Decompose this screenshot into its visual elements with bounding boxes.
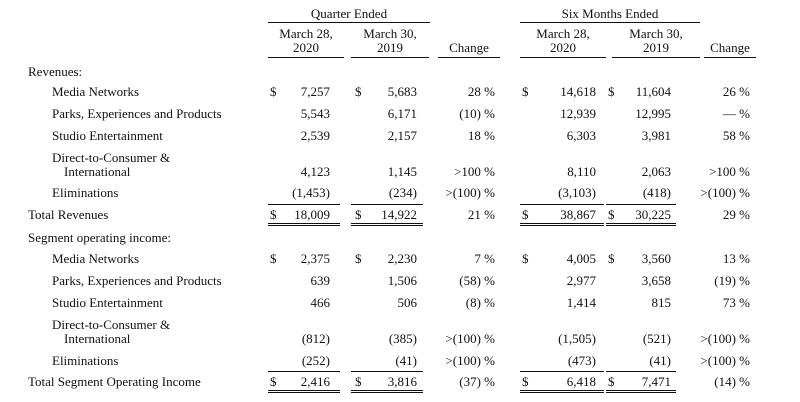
column-header-rule — [612, 57, 700, 58]
cell-s2: 7,471 — [641, 374, 671, 389]
cell-s2: 3,560 — [641, 251, 671, 266]
cell-s2: (521) — [642, 331, 671, 346]
subtotal-rule — [606, 204, 676, 205]
cell-s1: 6,418 — [566, 374, 596, 389]
currency-symbol: $ — [270, 207, 277, 222]
currency-symbol: $ — [355, 251, 362, 266]
subtotal-rule — [351, 371, 423, 372]
currency-symbol: $ — [522, 251, 529, 266]
cell-q2: 6,171 — [387, 106, 417, 121]
row-label: International — [64, 164, 131, 179]
cell-q2: 5,683 — [387, 84, 417, 99]
row-label: Direct-to-Consumer & — [52, 317, 171, 332]
cell-q2: 2,230 — [387, 251, 417, 266]
row-label: Direct-to-Consumer & — [52, 150, 171, 165]
column-header-rule — [520, 57, 606, 58]
total-double-rule — [606, 390, 676, 393]
cell-s1: 12,939 — [560, 106, 596, 121]
column-header-date: March 30, — [363, 26, 417, 41]
total-double-rule — [351, 390, 423, 393]
column-header-rule — [268, 57, 344, 58]
column-header-change: Change — [449, 40, 489, 55]
cell-qc: 28 % — [467, 84, 495, 99]
total-double-rule — [520, 223, 604, 226]
subtotal-rule — [606, 371, 676, 372]
cell-q2: (41) — [395, 353, 417, 368]
cell-sc: 58 % — [722, 128, 750, 143]
row-label: Eliminations — [52, 353, 119, 368]
cell-q1: 2,416 — [300, 374, 330, 389]
cell-qc: (10) % — [459, 106, 495, 121]
cell-sc: (14) % — [714, 374, 750, 389]
cell-q1: 5,543 — [300, 106, 330, 121]
cell-qc: >(100) % — [445, 353, 495, 368]
column-header-rule — [351, 57, 429, 58]
cell-qc: 21 % — [467, 207, 495, 222]
six-months-group-header: Six Months Ended — [561, 6, 659, 21]
cell-s1: 38,867 — [560, 207, 596, 222]
quarter-group-rule — [268, 22, 430, 23]
cell-s1: 6,303 — [566, 128, 596, 143]
cell-q2: (234) — [388, 185, 417, 200]
cell-sc: >100 % — [709, 164, 750, 179]
cell-q1: 7,257 — [300, 84, 330, 99]
cell-q1: 2,539 — [300, 128, 330, 143]
column-header-date: March 28, — [536, 26, 590, 41]
cell-q2: 14,922 — [381, 207, 417, 222]
cell-s2: 2,063 — [641, 164, 671, 179]
total-double-rule — [268, 223, 340, 226]
cell-s1: 2,977 — [566, 273, 596, 288]
cell-s1: (3,103) — [558, 185, 596, 200]
cell-q2: 3,816 — [387, 374, 417, 389]
row-label: Studio Entertainment — [52, 295, 163, 310]
cell-q2: 1,506 — [387, 273, 417, 288]
currency-symbol: $ — [608, 207, 615, 222]
total-double-rule — [351, 223, 423, 226]
cell-s2: 11,604 — [635, 84, 671, 99]
subtotal-rule — [351, 204, 423, 205]
currency-symbol: $ — [270, 84, 277, 99]
currency-symbol: $ — [355, 207, 362, 222]
cell-sc: 13 % — [722, 251, 750, 266]
column-header-year: 2019 — [377, 40, 403, 55]
cell-q1: (252) — [301, 353, 330, 368]
column-header-rule — [704, 57, 756, 58]
cell-q1: 639 — [310, 273, 330, 288]
currency-symbol: $ — [522, 374, 529, 389]
cell-s2: 3,658 — [641, 273, 671, 288]
column-header-year: 2019 — [643, 40, 669, 55]
cell-sc: >(100) % — [700, 331, 750, 346]
cell-qc: (58) % — [459, 273, 495, 288]
cell-q2: 1,145 — [387, 164, 417, 179]
row-label: International — [64, 331, 131, 346]
column-header-year: 2020 — [550, 40, 576, 55]
subtotal-rule — [520, 204, 604, 205]
currency-symbol: $ — [270, 374, 277, 389]
cell-s1: 14,618 — [560, 84, 596, 99]
cell-qc: >100 % — [454, 164, 495, 179]
cell-qc: (37) % — [459, 374, 495, 389]
cell-s2: 3,981 — [641, 128, 671, 143]
total-double-rule — [520, 390, 604, 393]
row-label: Media Networks — [52, 84, 140, 99]
currency-symbol: $ — [608, 84, 615, 99]
currency-symbol: $ — [355, 84, 362, 99]
currency-symbol: $ — [270, 251, 277, 266]
cell-q1: 466 — [310, 295, 330, 310]
cell-s2: (418) — [642, 185, 671, 200]
column-header-date: March 28, — [279, 26, 333, 41]
subtotal-rule — [268, 204, 340, 205]
cell-s2: 815 — [651, 295, 671, 310]
cell-q1: 2,375 — [300, 251, 330, 266]
row-label: Eliminations — [52, 185, 119, 200]
six-months-group-rule — [520, 22, 700, 23]
cell-q2: (385) — [388, 331, 417, 346]
column-header-change: Change — [710, 40, 750, 55]
currency-symbol: $ — [608, 251, 615, 266]
row-label: Parks, Experiences and Products — [52, 106, 222, 121]
cell-s1: 4,005 — [566, 251, 596, 266]
cell-s2: (41) — [649, 353, 671, 368]
cell-q1: 4,123 — [300, 164, 330, 179]
column-header-rule — [438, 57, 500, 58]
cell-sc: >(100) % — [700, 185, 750, 200]
total-double-rule — [268, 390, 340, 393]
cell-s2: 12,995 — [635, 106, 671, 121]
cell-s2: 30,225 — [635, 207, 671, 222]
cell-sc: 26 % — [722, 84, 750, 99]
cell-s1: (1,505) — [558, 331, 596, 346]
currency-symbol: $ — [522, 84, 529, 99]
cell-qc: >(100) % — [445, 185, 495, 200]
column-header-date: March 30, — [629, 26, 683, 41]
column-header-year: 2020 — [293, 40, 319, 55]
row-label: Media Networks — [52, 251, 140, 266]
cell-s1: 8,110 — [567, 164, 596, 179]
cell-q1: (812) — [301, 331, 330, 346]
cell-q2: 2,157 — [387, 128, 417, 143]
cell-sc: 73 % — [722, 295, 750, 310]
cell-s1: 1,414 — [566, 295, 596, 310]
quarter-group-header: Quarter Ended — [310, 6, 388, 21]
total-label: Total Revenues — [28, 207, 109, 222]
cell-q1: 18,009 — [294, 207, 330, 222]
cell-q1: (1,453) — [292, 185, 330, 200]
subtotal-rule — [268, 371, 340, 372]
total-label: Total Segment Operating Income — [28, 374, 201, 389]
currency-symbol: $ — [522, 207, 529, 222]
section-title: Revenues: — [28, 64, 83, 79]
cell-sc: >(100) % — [700, 353, 750, 368]
cell-sc: 29 % — [722, 207, 750, 222]
cell-qc: >(100) % — [445, 331, 495, 346]
row-label: Parks, Experiences and Products — [52, 273, 222, 288]
cell-qc: (8) % — [465, 295, 495, 310]
cell-sc: (19) % — [714, 273, 750, 288]
cell-sc: — % — [722, 106, 750, 121]
subtotal-rule — [520, 371, 604, 372]
currency-symbol: $ — [608, 374, 615, 389]
total-double-rule — [606, 223, 676, 226]
cell-s1: (473) — [567, 353, 596, 368]
cell-qc: 18 % — [467, 128, 495, 143]
section-title: Segment operating income: — [28, 230, 171, 245]
cell-qc: 7 % — [474, 251, 495, 266]
cell-q2: 506 — [397, 295, 417, 310]
row-label: Studio Entertainment — [52, 128, 163, 143]
currency-symbol: $ — [355, 374, 362, 389]
